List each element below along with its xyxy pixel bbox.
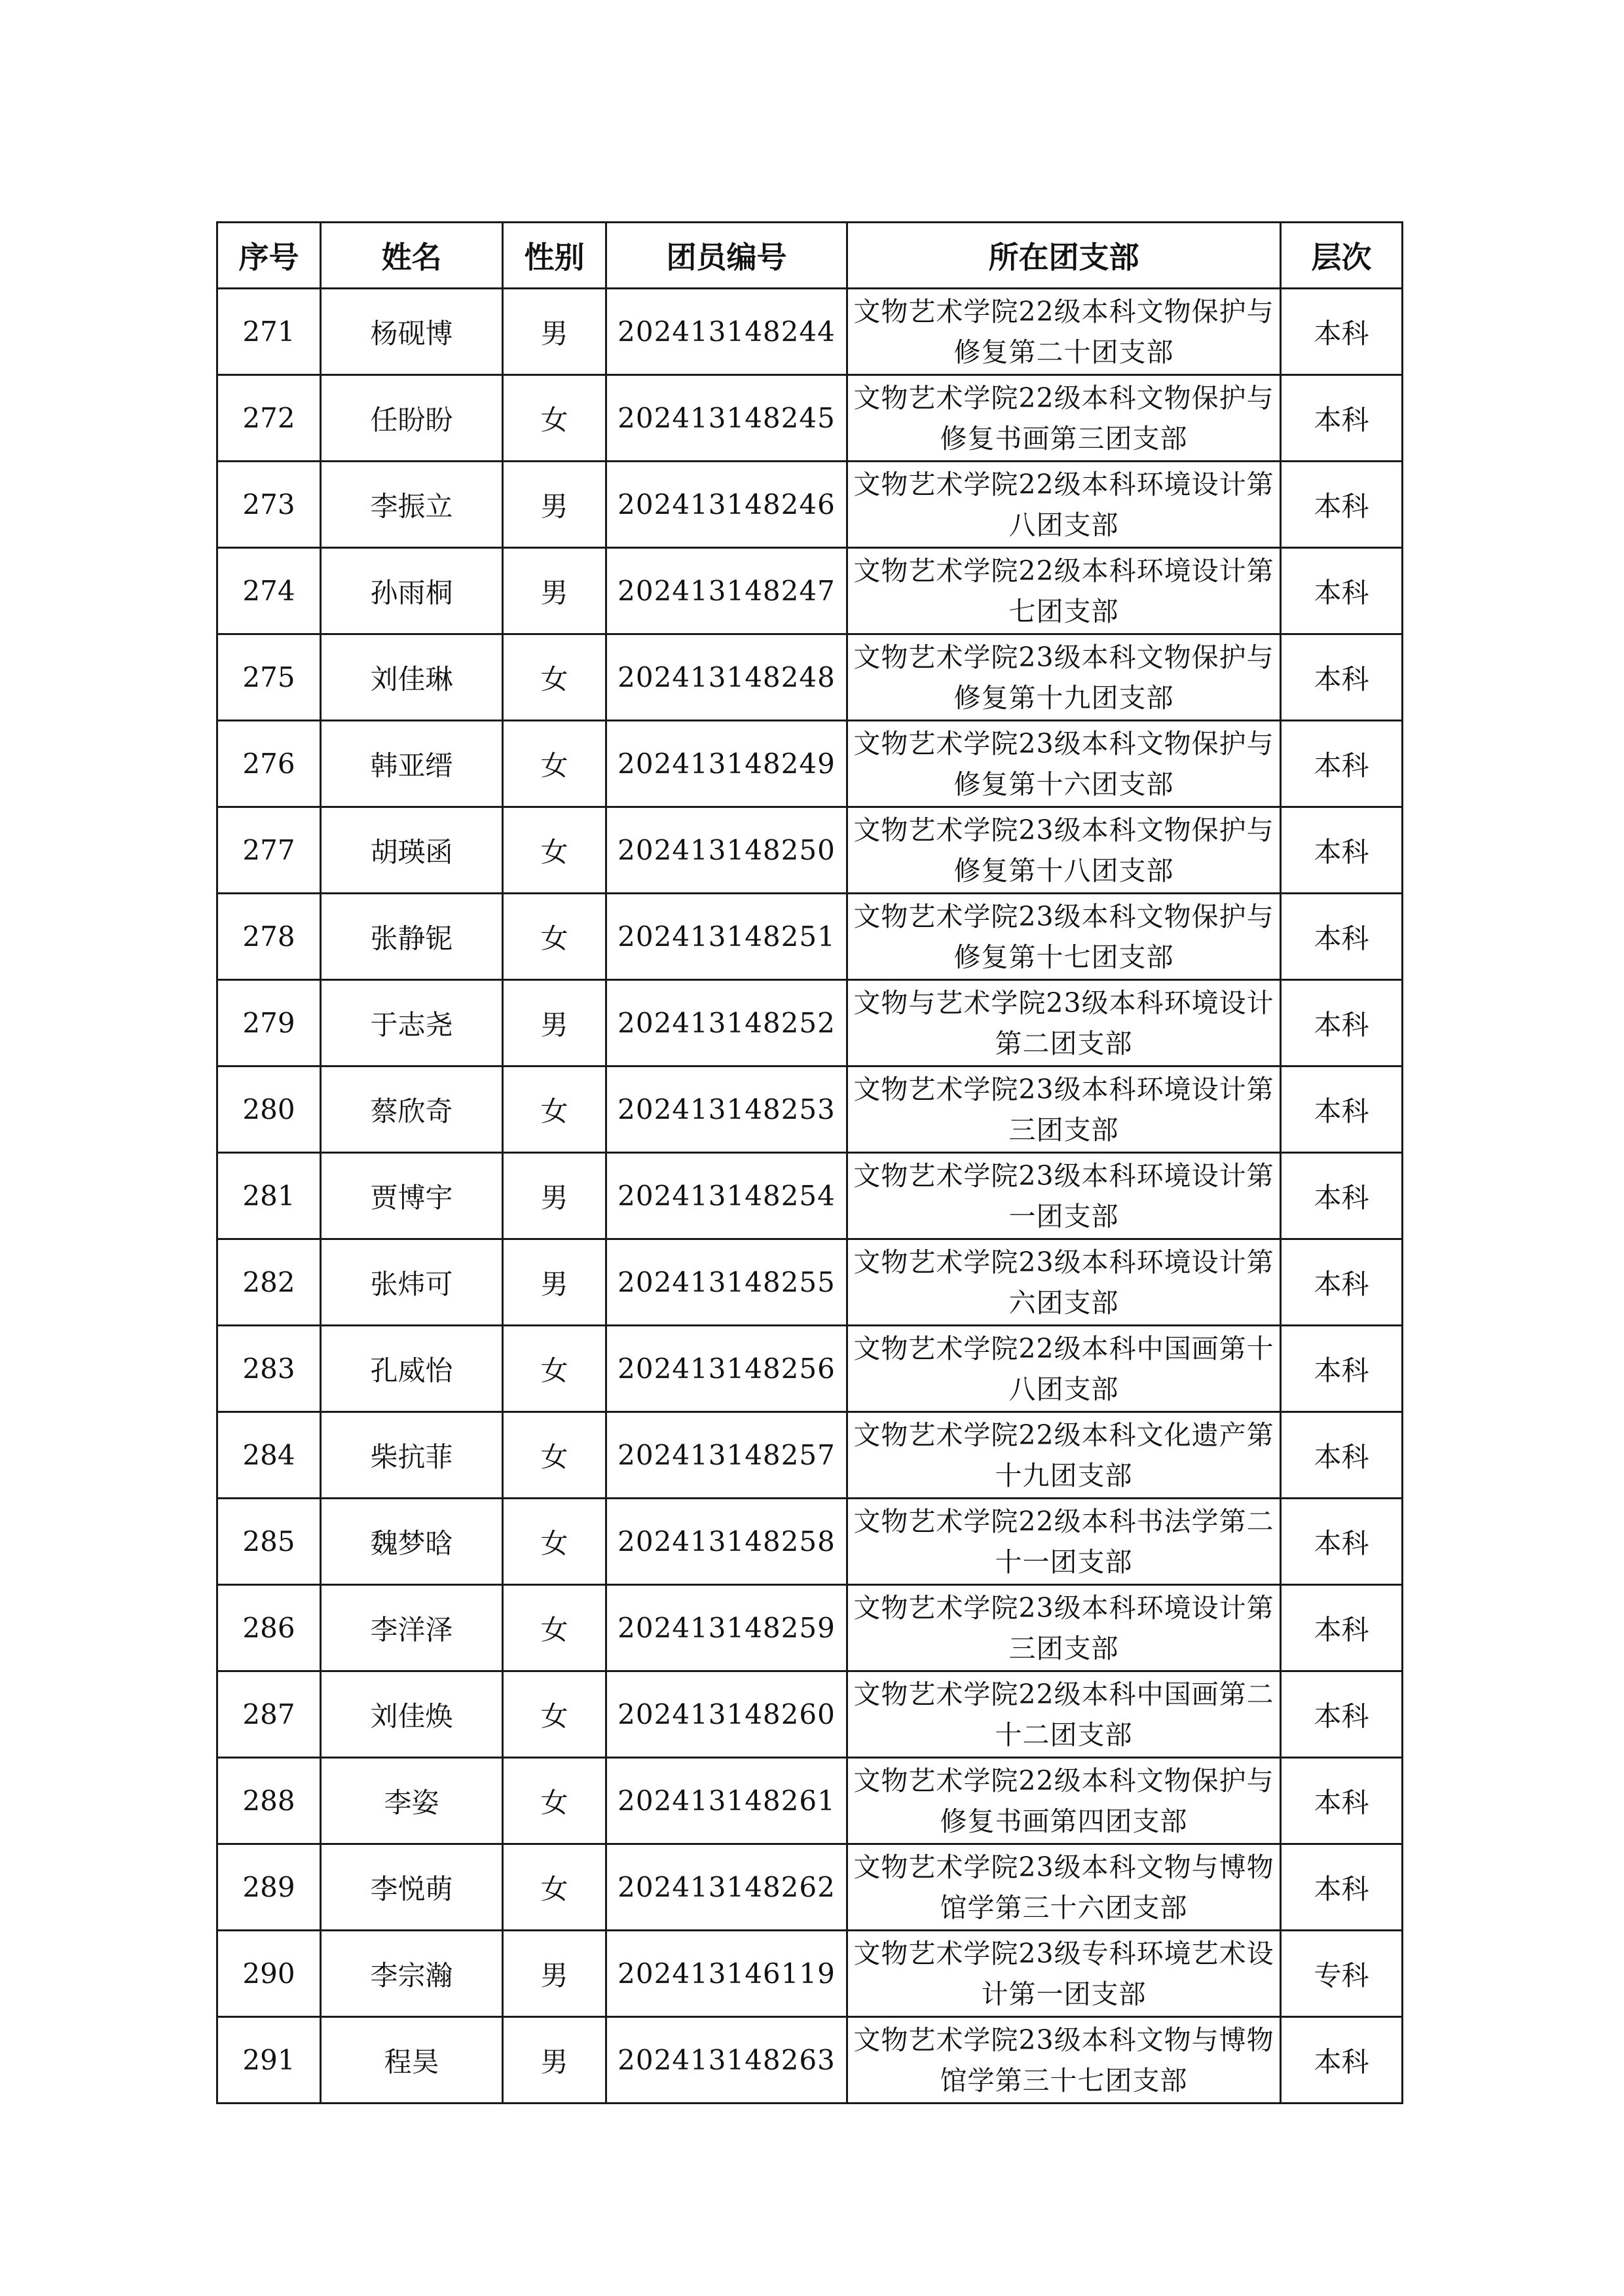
cell-serial: 276 <box>217 721 321 807</box>
cell-level: 本科 <box>1281 980 1403 1066</box>
table-row <box>217 1326 1403 1412</box>
cell-branch: 文物艺术学院22级本科文物保护与修复第二十团支部 <box>847 289 1281 375</box>
table-row <box>217 1931 1403 2017</box>
cell-branch: 文物艺术学院23级本科环境设计第三团支部 <box>847 1066 1281 1153</box>
cell-level: 本科 <box>1281 1239 1403 1326</box>
cell-serial: 279 <box>217 980 321 1066</box>
cell-member-id: 202413148260 <box>606 1671 847 1758</box>
table-row <box>217 1239 1403 1326</box>
table-row <box>217 1153 1403 1239</box>
cell-level: 本科 <box>1281 807 1403 894</box>
table-row <box>217 548 1403 634</box>
cell-serial: 273 <box>217 462 321 548</box>
header-member-id: 团员编号 <box>606 223 847 289</box>
cell-member-id: 202413148257 <box>606 1412 847 1499</box>
cell-serial: 289 <box>217 1844 321 1931</box>
cell-serial: 271 <box>217 289 321 375</box>
cell-branch: 文物艺术学院23级专科环境艺术设计第一团支部 <box>847 1931 1281 2017</box>
cell-gender: 男 <box>503 462 606 548</box>
cell-name: 张静铌 <box>321 894 503 980</box>
cell-gender: 女 <box>503 721 606 807</box>
cell-member-id: 202413148246 <box>606 462 847 548</box>
cell-member-id: 202413148252 <box>606 980 847 1066</box>
cell-member-id: 202413148249 <box>606 721 847 807</box>
cell-serial: 291 <box>217 2017 321 2104</box>
cell-name: 李洋泽 <box>321 1585 503 1671</box>
table-row <box>217 1412 1403 1499</box>
cell-gender: 男 <box>503 1153 606 1239</box>
cell-branch: 文物艺术学院22级本科环境设计第七团支部 <box>847 548 1281 634</box>
cell-level: 本科 <box>1281 721 1403 807</box>
cell-branch: 文物艺术学院23级本科环境设计第三团支部 <box>847 1585 1281 1671</box>
table-row <box>217 1844 1403 1931</box>
cell-member-id: 202413148244 <box>606 289 847 375</box>
cell-name: 刘佳琳 <box>321 634 503 721</box>
cell-name: 杨砚博 <box>321 289 503 375</box>
header-gender: 性别 <box>503 223 606 289</box>
cell-member-id: 202413148262 <box>606 1844 847 1931</box>
cell-member-id: 202413148245 <box>606 375 847 462</box>
table-row <box>217 1499 1403 1585</box>
cell-branch: 文物艺术学院23级本科环境设计第一团支部 <box>847 1153 1281 1239</box>
cell-level: 本科 <box>1281 1066 1403 1153</box>
cell-member-id: 202413148254 <box>606 1153 847 1239</box>
table-body <box>217 289 1403 2104</box>
cell-name: 李宗瀚 <box>321 1931 503 2017</box>
cell-branch: 文物艺术学院22级本科文物保护与修复书画第三团支部 <box>847 375 1281 462</box>
cell-serial: 280 <box>217 1066 321 1153</box>
cell-branch: 文物艺术学院22级本科文化遗产第十九团支部 <box>847 1412 1281 1499</box>
cell-branch: 文物艺术学院23级本科文物保护与修复第十七团支部 <box>847 894 1281 980</box>
table-row <box>217 1066 1403 1153</box>
cell-name: 李悦萌 <box>321 1844 503 1931</box>
table-row <box>217 1671 1403 1758</box>
cell-gender: 女 <box>503 634 606 721</box>
cell-gender: 男 <box>503 980 606 1066</box>
cell-level: 本科 <box>1281 1499 1403 1585</box>
cell-gender: 女 <box>503 1671 606 1758</box>
header-name: 姓名 <box>321 223 503 289</box>
cell-gender: 女 <box>503 894 606 980</box>
cell-gender: 女 <box>503 807 606 894</box>
cell-name: 于志尧 <box>321 980 503 1066</box>
cell-name: 孙雨桐 <box>321 548 503 634</box>
cell-member-id: 202413148247 <box>606 548 847 634</box>
cell-level: 本科 <box>1281 1844 1403 1931</box>
cell-name: 任盼盼 <box>321 375 503 462</box>
cell-level: 本科 <box>1281 1326 1403 1412</box>
cell-serial: 275 <box>217 634 321 721</box>
table-row <box>217 375 1403 462</box>
table-row <box>217 721 1403 807</box>
cell-serial: 272 <box>217 375 321 462</box>
cell-serial: 288 <box>217 1758 321 1844</box>
cell-gender: 男 <box>503 548 606 634</box>
cell-serial: 290 <box>217 1931 321 2017</box>
cell-member-id: 202413148251 <box>606 894 847 980</box>
cell-level: 专科 <box>1281 1931 1403 2017</box>
table-header-row <box>217 223 1403 289</box>
table-row <box>217 1585 1403 1671</box>
cell-level: 本科 <box>1281 2017 1403 2104</box>
cell-branch: 文物艺术学院23级本科文物保护与修复第十八团支部 <box>847 807 1281 894</box>
cell-member-id: 202413148263 <box>606 2017 847 2104</box>
cell-branch: 文物艺术学院23级本科文物与博物馆学第三十六团支部 <box>847 1844 1281 1931</box>
table-row <box>217 894 1403 980</box>
cell-serial: 278 <box>217 894 321 980</box>
cell-serial: 282 <box>217 1239 321 1326</box>
cell-name: 贾博宇 <box>321 1153 503 1239</box>
table-row <box>217 1758 1403 1844</box>
cell-gender: 男 <box>503 1239 606 1326</box>
cell-branch: 文物艺术学院23级本科文物保护与修复第十六团支部 <box>847 721 1281 807</box>
cell-serial: 281 <box>217 1153 321 1239</box>
table-row <box>217 2017 1403 2104</box>
cell-gender: 女 <box>503 375 606 462</box>
cell-branch: 文物艺术学院23级本科环境设计第六团支部 <box>847 1239 1281 1326</box>
cell-serial: 274 <box>217 548 321 634</box>
cell-gender: 男 <box>503 1931 606 2017</box>
table-row <box>217 807 1403 894</box>
cell-member-id: 202413148248 <box>606 634 847 721</box>
cell-name: 刘佳焕 <box>321 1671 503 1758</box>
cell-name: 魏梦晗 <box>321 1499 503 1585</box>
cell-gender: 男 <box>503 289 606 375</box>
cell-level: 本科 <box>1281 1412 1403 1499</box>
cell-name: 孔威怡 <box>321 1326 503 1412</box>
cell-level: 本科 <box>1281 1585 1403 1671</box>
cell-name: 程昊 <box>321 2017 503 2104</box>
cell-serial: 287 <box>217 1671 321 1758</box>
cell-level: 本科 <box>1281 894 1403 980</box>
cell-gender: 女 <box>503 1844 606 1931</box>
cell-gender: 男 <box>503 2017 606 2104</box>
cell-name: 张炜可 <box>321 1239 503 1326</box>
cell-name: 李振立 <box>321 462 503 548</box>
table-row <box>217 462 1403 548</box>
cell-serial: 283 <box>217 1326 321 1412</box>
cell-gender: 女 <box>503 1499 606 1585</box>
header-level: 层次 <box>1281 223 1403 289</box>
table-row <box>217 289 1403 375</box>
table-row <box>217 634 1403 721</box>
cell-level: 本科 <box>1281 1671 1403 1758</box>
cell-branch: 文物艺术学院23级本科文物保护与修复第十九团支部 <box>847 634 1281 721</box>
cell-level: 本科 <box>1281 462 1403 548</box>
cell-level: 本科 <box>1281 634 1403 721</box>
cell-serial: 284 <box>217 1412 321 1499</box>
cell-gender: 女 <box>503 1412 606 1499</box>
cell-level: 本科 <box>1281 548 1403 634</box>
cell-name: 蔡欣奇 <box>321 1066 503 1153</box>
member-roster-table <box>216 221 1403 2104</box>
cell-member-id: 202413148255 <box>606 1239 847 1326</box>
cell-name: 韩亚缙 <box>321 721 503 807</box>
cell-name: 柴抗菲 <box>321 1412 503 1499</box>
cell-member-id: 202413148256 <box>606 1326 847 1412</box>
cell-gender: 女 <box>503 1758 606 1844</box>
cell-member-id: 202413148253 <box>606 1066 847 1153</box>
cell-branch: 文物艺术学院22级本科环境设计第八团支部 <box>847 462 1281 548</box>
cell-branch: 文物艺术学院22级本科文物保护与修复书画第四团支部 <box>847 1758 1281 1844</box>
cell-branch: 文物艺术学院23级本科文物与博物馆学第三十七团支部 <box>847 2017 1281 2104</box>
cell-member-id: 202413148259 <box>606 1585 847 1671</box>
header-serial: 序号 <box>217 223 321 289</box>
cell-name: 李姿 <box>321 1758 503 1844</box>
cell-serial: 277 <box>217 807 321 894</box>
cell-level: 本科 <box>1281 289 1403 375</box>
cell-level: 本科 <box>1281 1153 1403 1239</box>
cell-gender: 女 <box>503 1326 606 1412</box>
cell-name: 胡瑛函 <box>321 807 503 894</box>
cell-serial: 286 <box>217 1585 321 1671</box>
cell-serial: 285 <box>217 1499 321 1585</box>
header-branch: 所在团支部 <box>847 223 1281 289</box>
cell-level: 本科 <box>1281 375 1403 462</box>
table-row <box>217 980 1403 1066</box>
cell-branch: 文物艺术学院22级本科书法学第二十一团支部 <box>847 1499 1281 1585</box>
cell-member-id: 202413148258 <box>606 1499 847 1585</box>
cell-branch: 文物艺术学院22级本科中国画第十八团支部 <box>847 1326 1281 1412</box>
cell-gender: 女 <box>503 1585 606 1671</box>
cell-level: 本科 <box>1281 1758 1403 1844</box>
cell-member-id: 202413148250 <box>606 807 847 894</box>
cell-member-id: 202413148261 <box>606 1758 847 1844</box>
cell-member-id: 202413146119 <box>606 1931 847 2017</box>
cell-branch: 文物艺术学院22级本科中国画第二十二团支部 <box>847 1671 1281 1758</box>
cell-branch: 文物与艺术学院23级本科环境设计第二团支部 <box>847 980 1281 1066</box>
cell-gender: 女 <box>503 1066 606 1153</box>
